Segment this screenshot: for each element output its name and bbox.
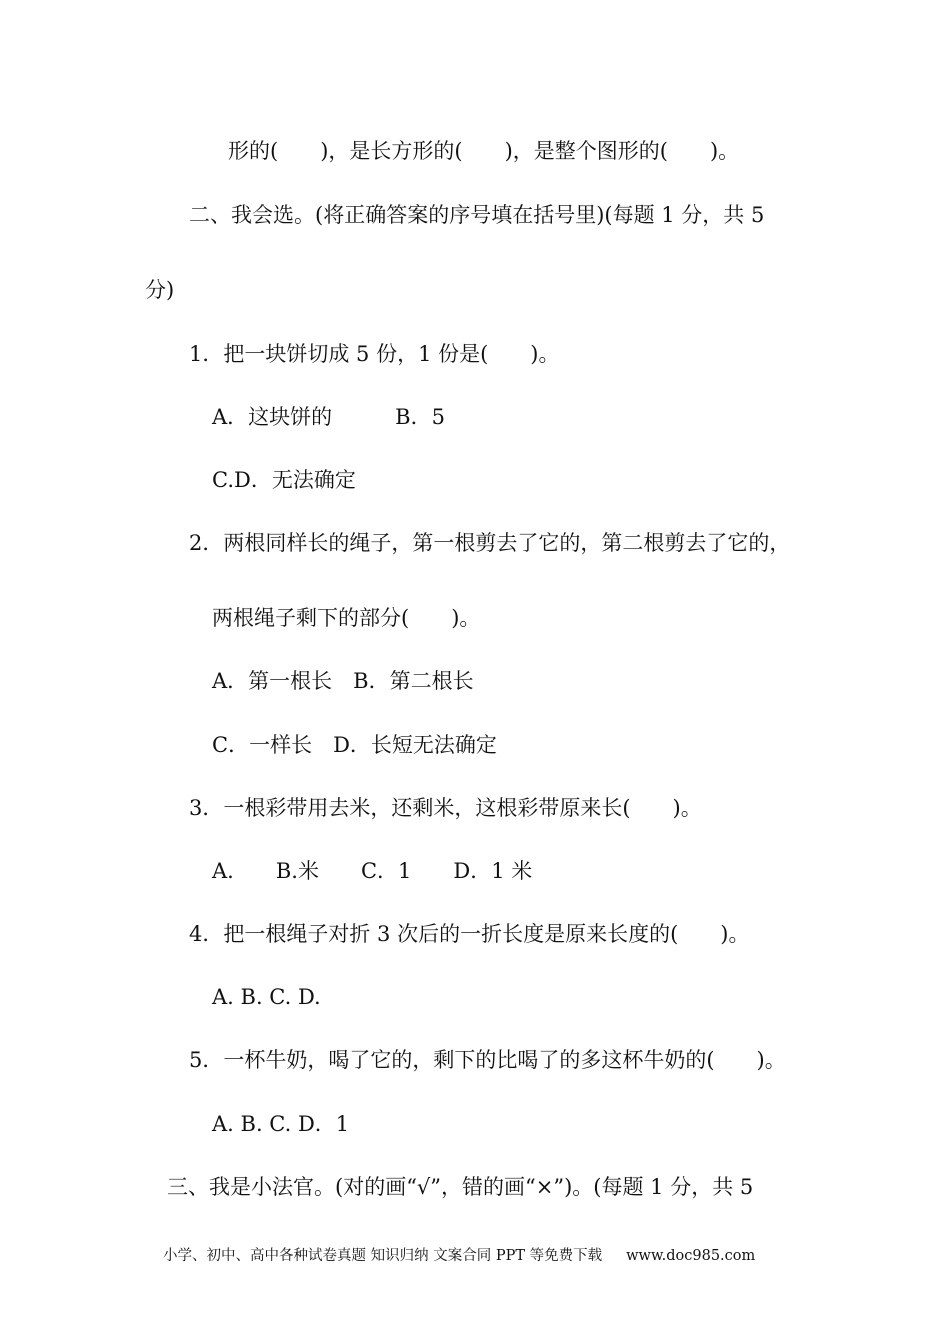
- question-5: 5．一杯牛奶，喝了它的，剩下的比喝了的多这杯牛奶的( )。: [189, 1048, 786, 1072]
- question-2: 2．两根同样长的绳子，第一根剪去了它的，第二根剪去了它的，: [189, 531, 791, 555]
- question-3-options: A. B.米 C．1 D．1 米: [212, 859, 533, 883]
- question-5-options: A. B. C. D．1: [212, 1112, 350, 1136]
- page-footer: [163, 1246, 755, 1266]
- question-2-options-a: A．第一根长 B．第二根长: [212, 669, 474, 693]
- question-2-options-b: C．一样长 D．长短无法确定: [212, 733, 497, 757]
- question-1: 1．把一块饼切成 5 份，1 份是( )。: [189, 342, 560, 366]
- text-line-fill-blanks: 形的( )，是长方形的( )，是整个图形的( )。: [228, 139, 740, 163]
- section-two-heading: 二、我会选。(将正确答案的序号填在括号里)(每题 1 分，共 5: [189, 203, 765, 227]
- question-1-options-a: A．这块饼的 B．5: [212, 405, 445, 429]
- question-4-options: A. B. C. D.: [212, 985, 321, 1009]
- question-3: 3．一根彩带用去米，还剩米，这根彩带原来长( )。: [189, 796, 702, 820]
- question-1-options-b: C.D．无法确定: [212, 468, 356, 492]
- footer-text: 小学、初中、高中各种试卷真题 知识归纳 文案合同 PPT 等免费下载: [163, 1248, 603, 1264]
- section-two-heading-cont: 分): [145, 278, 175, 302]
- section-three-heading: 三、我是小法官。(对的画“√”，错的画“×”)。(每题 1 分，共 5: [167, 1175, 754, 1199]
- question-4: 4．把一根绳子对折 3 次后的一折长度是原来长度的( )。: [189, 922, 750, 946]
- question-2-cont: 两根绳子剩下的部分( )。: [212, 606, 481, 630]
- footer-url: www.doc985.com: [626, 1248, 756, 1264]
